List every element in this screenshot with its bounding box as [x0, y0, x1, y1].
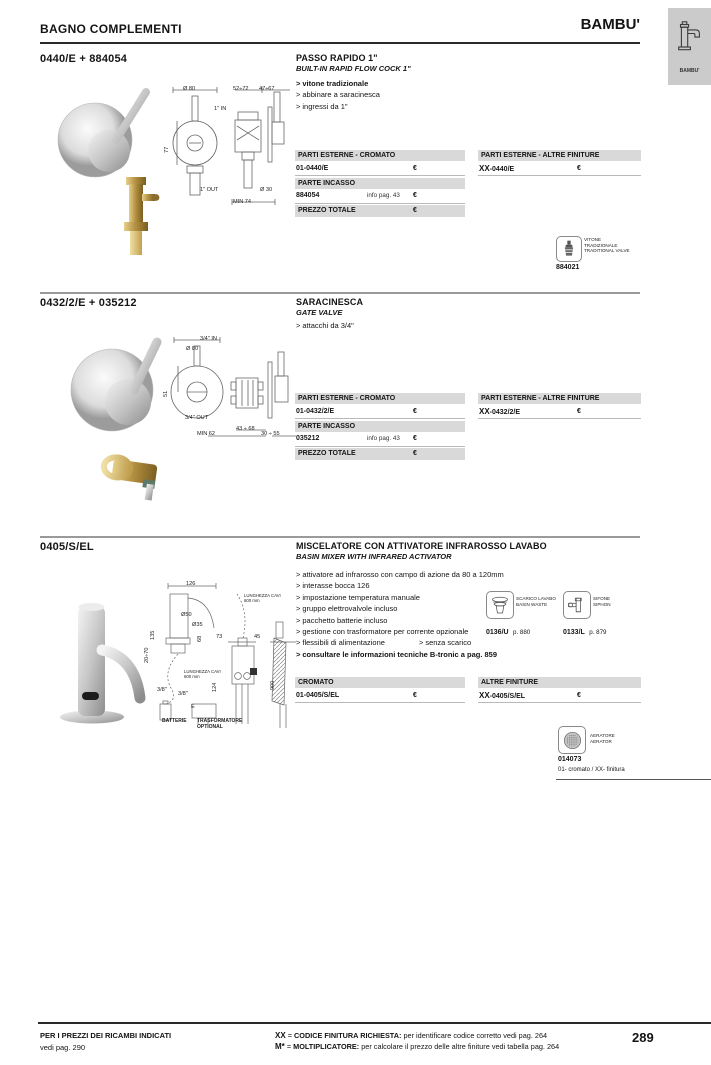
- section-divider: [40, 292, 640, 294]
- faucet-icon: [676, 20, 703, 61]
- product-illustration-3: [40, 580, 296, 737]
- brand-title: BAMBU': [580, 16, 640, 33]
- footer-note-left-2: vedi pag. 290: [40, 1043, 86, 1052]
- badge-label: SIFONE SIPHON: [593, 596, 611, 607]
- dim-label: E: [191, 704, 195, 710]
- table-row: XX-0405/S/EL €: [478, 690, 641, 704]
- dim-label: Ø35: [192, 622, 203, 628]
- badge-code: 014073: [558, 756, 582, 763]
- dim-label: 51: [163, 390, 169, 397]
- dim-label: 30 ÷ 55: [261, 431, 280, 437]
- dim-label: MIN 74: [233, 199, 252, 205]
- feature-item: > attivatore ad infrarosso con campo di azione da 80 a 120mm: [296, 570, 504, 579]
- feature-item: > ingressi da 1": [296, 101, 348, 111]
- series-tab-label: BAMBU': [679, 68, 700, 74]
- dim-label: 3/4" OUT: [185, 415, 209, 421]
- feature-item: > attacchi da 3/4": [296, 321, 354, 330]
- product-illustration-1: [40, 82, 296, 287]
- price-table-cromato-3: [295, 677, 465, 705]
- feature-item: > flessibili di alimentazione > senza scarico: [296, 638, 472, 648]
- badge-code: 884021: [556, 264, 580, 271]
- table-header: CROMATO: [295, 677, 465, 688]
- dim-label: 52÷72: [233, 86, 249, 92]
- dim-label: Ø 80: [186, 346, 199, 352]
- dim-label: 126: [186, 581, 196, 587]
- product-title-1: PASSO RAPIDO 1": [296, 53, 378, 63]
- feature-item: > abbinare a saracinesca: [296, 90, 380, 100]
- footer-rule: [38, 1022, 711, 1024]
- dim-label: 47÷67: [259, 86, 275, 92]
- footer-finish-code-note: XX = CODICE FINITURA RICHIESTA: per identificare codice corretto vedi pag. 264: [275, 1031, 548, 1040]
- valve-badge: [556, 236, 630, 271]
- dim-label: 73: [216, 634, 223, 640]
- basin-waste-icon: [486, 591, 514, 619]
- dim-label: 1" IN: [214, 106, 227, 112]
- badge-rule: [556, 779, 711, 780]
- table-row: XX-0440/E €: [478, 163, 641, 177]
- dim-label: Ø 30: [260, 187, 273, 193]
- product-title-en-3: BASIN MIXER WITH INFRARED ACTIVATOR: [296, 552, 452, 561]
- dim-label: LUNGHEZZA CAVI 600 mm: [244, 593, 281, 603]
- footer-note-left-1: PER I PREZZI DEI RICAMBI INDICATI: [40, 1031, 172, 1040]
- dim-label: 900: [270, 680, 276, 690]
- dim-label: 3/8": [157, 687, 167, 693]
- table-total-row: PREZZO TOTALE €: [295, 205, 465, 217]
- table-row: 035212 info pag. 43 €: [295, 433, 465, 447]
- feature-item: > interasse bocca 126: [296, 581, 370, 591]
- price-table-cromato-1: [295, 150, 465, 217]
- dim-label: 3/8": [178, 691, 188, 697]
- dim-label: 3/4" IN: [200, 336, 217, 342]
- table-header: PARTI ESTERNE - ALTRE FINITURE: [478, 393, 641, 404]
- product-title-en-1: BUILT-IN RAPID FLOW COCK 1": [296, 64, 411, 73]
- feature-item: > consultare le informazioni tecniche B-tronic a pag. 859: [296, 649, 498, 659]
- table-header: PARTI ESTERNE - ALTRE FINITURE: [478, 150, 641, 161]
- product-code-1: 0440/E + 884054: [40, 53, 128, 65]
- header-rule: [40, 42, 640, 44]
- badge-label: SCARICO LAVABO BASIN WASTE: [516, 596, 556, 607]
- table-row: 01-0405/S/EL €: [295, 690, 465, 704]
- feature-item: > gruppo elettrovalvole incluso: [296, 604, 398, 614]
- product-code-2: 0432/2/E + 035212: [40, 297, 137, 309]
- feature-item: > pacchetto batterie incluso: [296, 615, 388, 625]
- dim-label: BATTERIE: [162, 718, 187, 724]
- price-table-altre-finiture-3: [478, 677, 641, 705]
- badge-label: VITONE TRADIZIONALE TRADITIONAL VALVE: [584, 237, 630, 254]
- table-row: XX-0432/2/E €: [478, 406, 641, 420]
- product-code-3: 0405/S/EL: [40, 541, 94, 553]
- badge-code: 0133/L p. 879: [563, 629, 607, 636]
- dim-label: 124: [212, 682, 218, 692]
- table-header: PARTE INCASSO: [295, 178, 465, 189]
- dim-label: 77: [164, 146, 170, 153]
- siphon-icon: [563, 591, 591, 619]
- dim-label: Ø50: [181, 612, 192, 618]
- table-header: PARTI ESTERNE - CROMATO: [295, 393, 465, 404]
- table-header: PARTI ESTERNE - CROMATO: [295, 150, 465, 161]
- table-total-row: PREZZO TOTALE €: [295, 448, 465, 460]
- product-title-2: SARACINESCA: [296, 297, 364, 307]
- section-divider: [40, 536, 640, 538]
- aerator-badge: [558, 726, 625, 773]
- dim-label: 43 ÷ 68: [236, 426, 255, 432]
- badge-label: AERATORE AERATOR: [590, 733, 615, 744]
- footer-multiplier-note: M* = MOLTIPLICATORE: per calcolare il prezzo delle altre finiture vedi tabella pag. 264: [275, 1042, 560, 1051]
- badge-note: 01- cromato / XX- finitura: [558, 767, 625, 773]
- dim-label: 45: [254, 634, 261, 640]
- page-number: 289: [632, 1030, 654, 1045]
- product-title-3: MISCELATORE CON ATTIVATORE INFRAROSSO LAVABO: [296, 541, 547, 551]
- dim-label: 1" OUT: [200, 187, 219, 193]
- dim-label: 68: [197, 635, 203, 642]
- price-table-cromato-2: [295, 393, 465, 460]
- badge-code: 0136/U p. 880: [486, 629, 531, 636]
- feature-item: > vitone tradizionale: [296, 79, 369, 88]
- accessory-badge-siphon: [563, 591, 611, 636]
- table-row: 884054 info pag. 43 €: [295, 190, 465, 204]
- table-row: 01-0440/E €: [295, 163, 465, 177]
- accessory-badge-waste: [486, 591, 556, 636]
- dim-label: 135: [150, 630, 156, 640]
- page-title: BAGNO COMPLEMENTI: [40, 22, 182, 36]
- price-table-altre-finiture-2: [478, 393, 641, 421]
- series-tab[interactable]: [668, 8, 711, 85]
- dim-label: LUNGHEZZA CAVI 600 mm: [184, 669, 221, 679]
- product-title-en-2: GATE VALVE: [296, 308, 343, 317]
- dim-label: 20÷70: [144, 647, 150, 663]
- feature-item: > gestione con trasformatore per corrente opzionale: [296, 627, 469, 637]
- price-table-altre-finiture-1: [478, 150, 641, 178]
- table-row: 01-0432/2/E €: [295, 406, 465, 420]
- dim-label: TRASFORMATORE OPTIONAL: [197, 718, 243, 730]
- aerator-icon: [558, 726, 586, 754]
- traditional-valve-icon: [556, 236, 582, 262]
- dim-label: Ø 80: [183, 86, 196, 92]
- product-illustration-2: [40, 330, 296, 515]
- dim-label: MIN 62: [197, 431, 216, 437]
- feature-item: > impostazione temperatura manuale: [296, 592, 420, 602]
- table-header: PARTE INCASSO: [295, 421, 465, 432]
- table-header: ALTRE FINITURE: [478, 677, 641, 688]
